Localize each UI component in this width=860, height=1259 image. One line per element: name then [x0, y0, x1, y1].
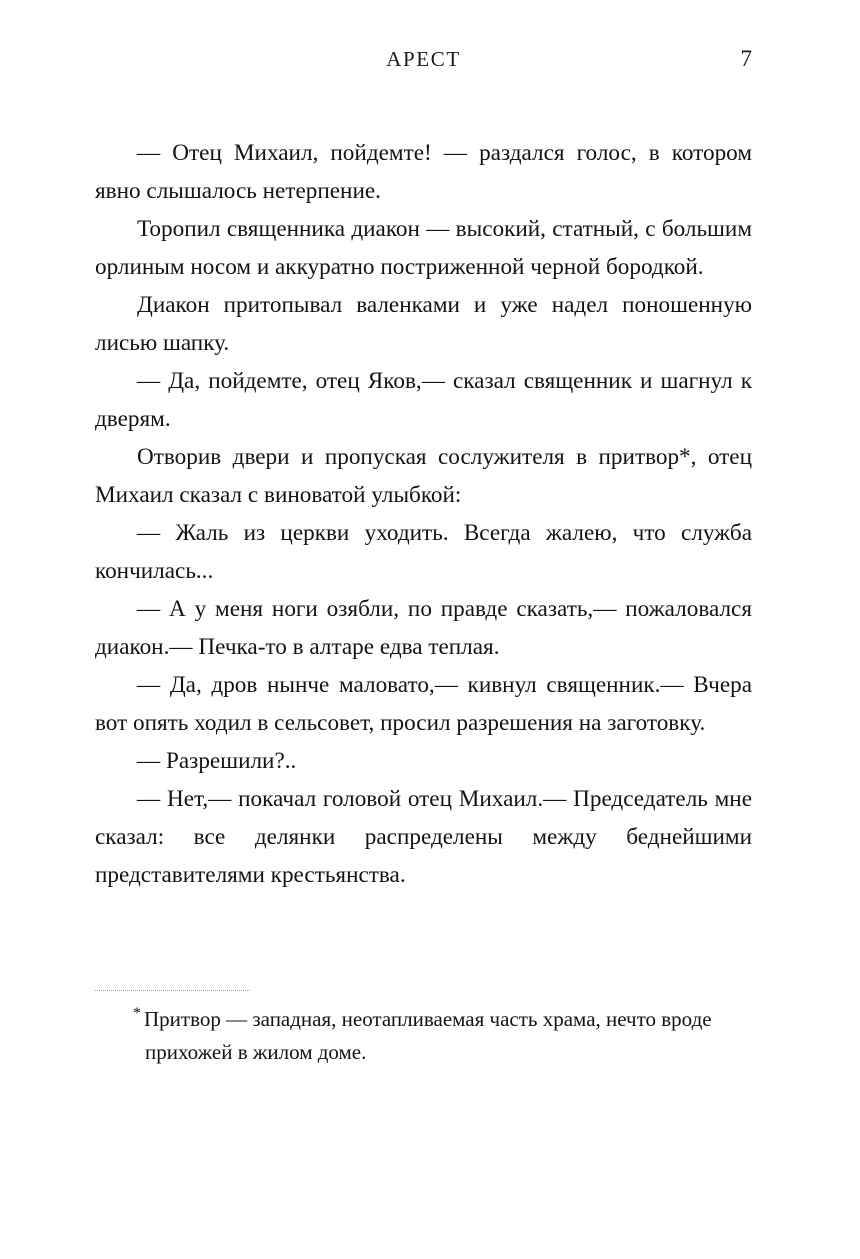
body-paragraph: — А у меня ноги озябли, по правде сказать,— пожаловался диакон.— Печка-то в алтаре едва теплая.	[95, 596, 752, 660]
footnote	[95, 1003, 752, 1069]
footnote-separator-rule	[95, 990, 250, 991]
body-paragraph: Диакон притопывал валенками и уже надел поношенную лисью шапку.	[95, 292, 752, 356]
body-text-block	[95, 134, 752, 894]
body-paragraph: — Разрешили?..	[137, 748, 297, 774]
page-number: 7	[740, 46, 752, 71]
running-head	[95, 44, 752, 76]
body-paragraph: Отворив двери и пропуская сослужителя в притвор*, отец Михаил сказал с виноватой улыбкой:	[95, 444, 752, 508]
footnote-area	[95, 990, 752, 1069]
body-paragraph: — Отец Михаил, пойдемте! — раздался голос, в котором явно слышалось нетерпение.	[95, 140, 752, 204]
body-paragraph: — Да, дров нынче маловато,— кивнул священник.— Вчера вот опять ходил в сельсовет, просил разрешения на заготовку.	[95, 672, 752, 736]
body-paragraph: — Нет,— покачал головой отец Михаил.— Председатель мне сказал: все делянки распределены между беднейшими представителями крестьянства.	[95, 786, 752, 888]
running-head-title: АРЕСТ	[386, 47, 461, 71]
footnote-marker: *	[133, 1005, 141, 1022]
footnote-text: Притвор — западная, неотапливаемая часть храма, нечто вроде прихожей в жилом доме.	[144, 1007, 712, 1064]
body-paragraph: — Жаль из церкви уходить. Всегда жалею, что служба кончилась...	[95, 520, 752, 584]
body-paragraph: — Да, пойдемте, отец Яков,— сказал священник и шагнул к дверям.	[95, 368, 752, 432]
body-paragraph: Торопил священника диакон — высокий, статный, с большим орлиным носом и аккуратно постриженной черной бородкой.	[95, 216, 752, 280]
